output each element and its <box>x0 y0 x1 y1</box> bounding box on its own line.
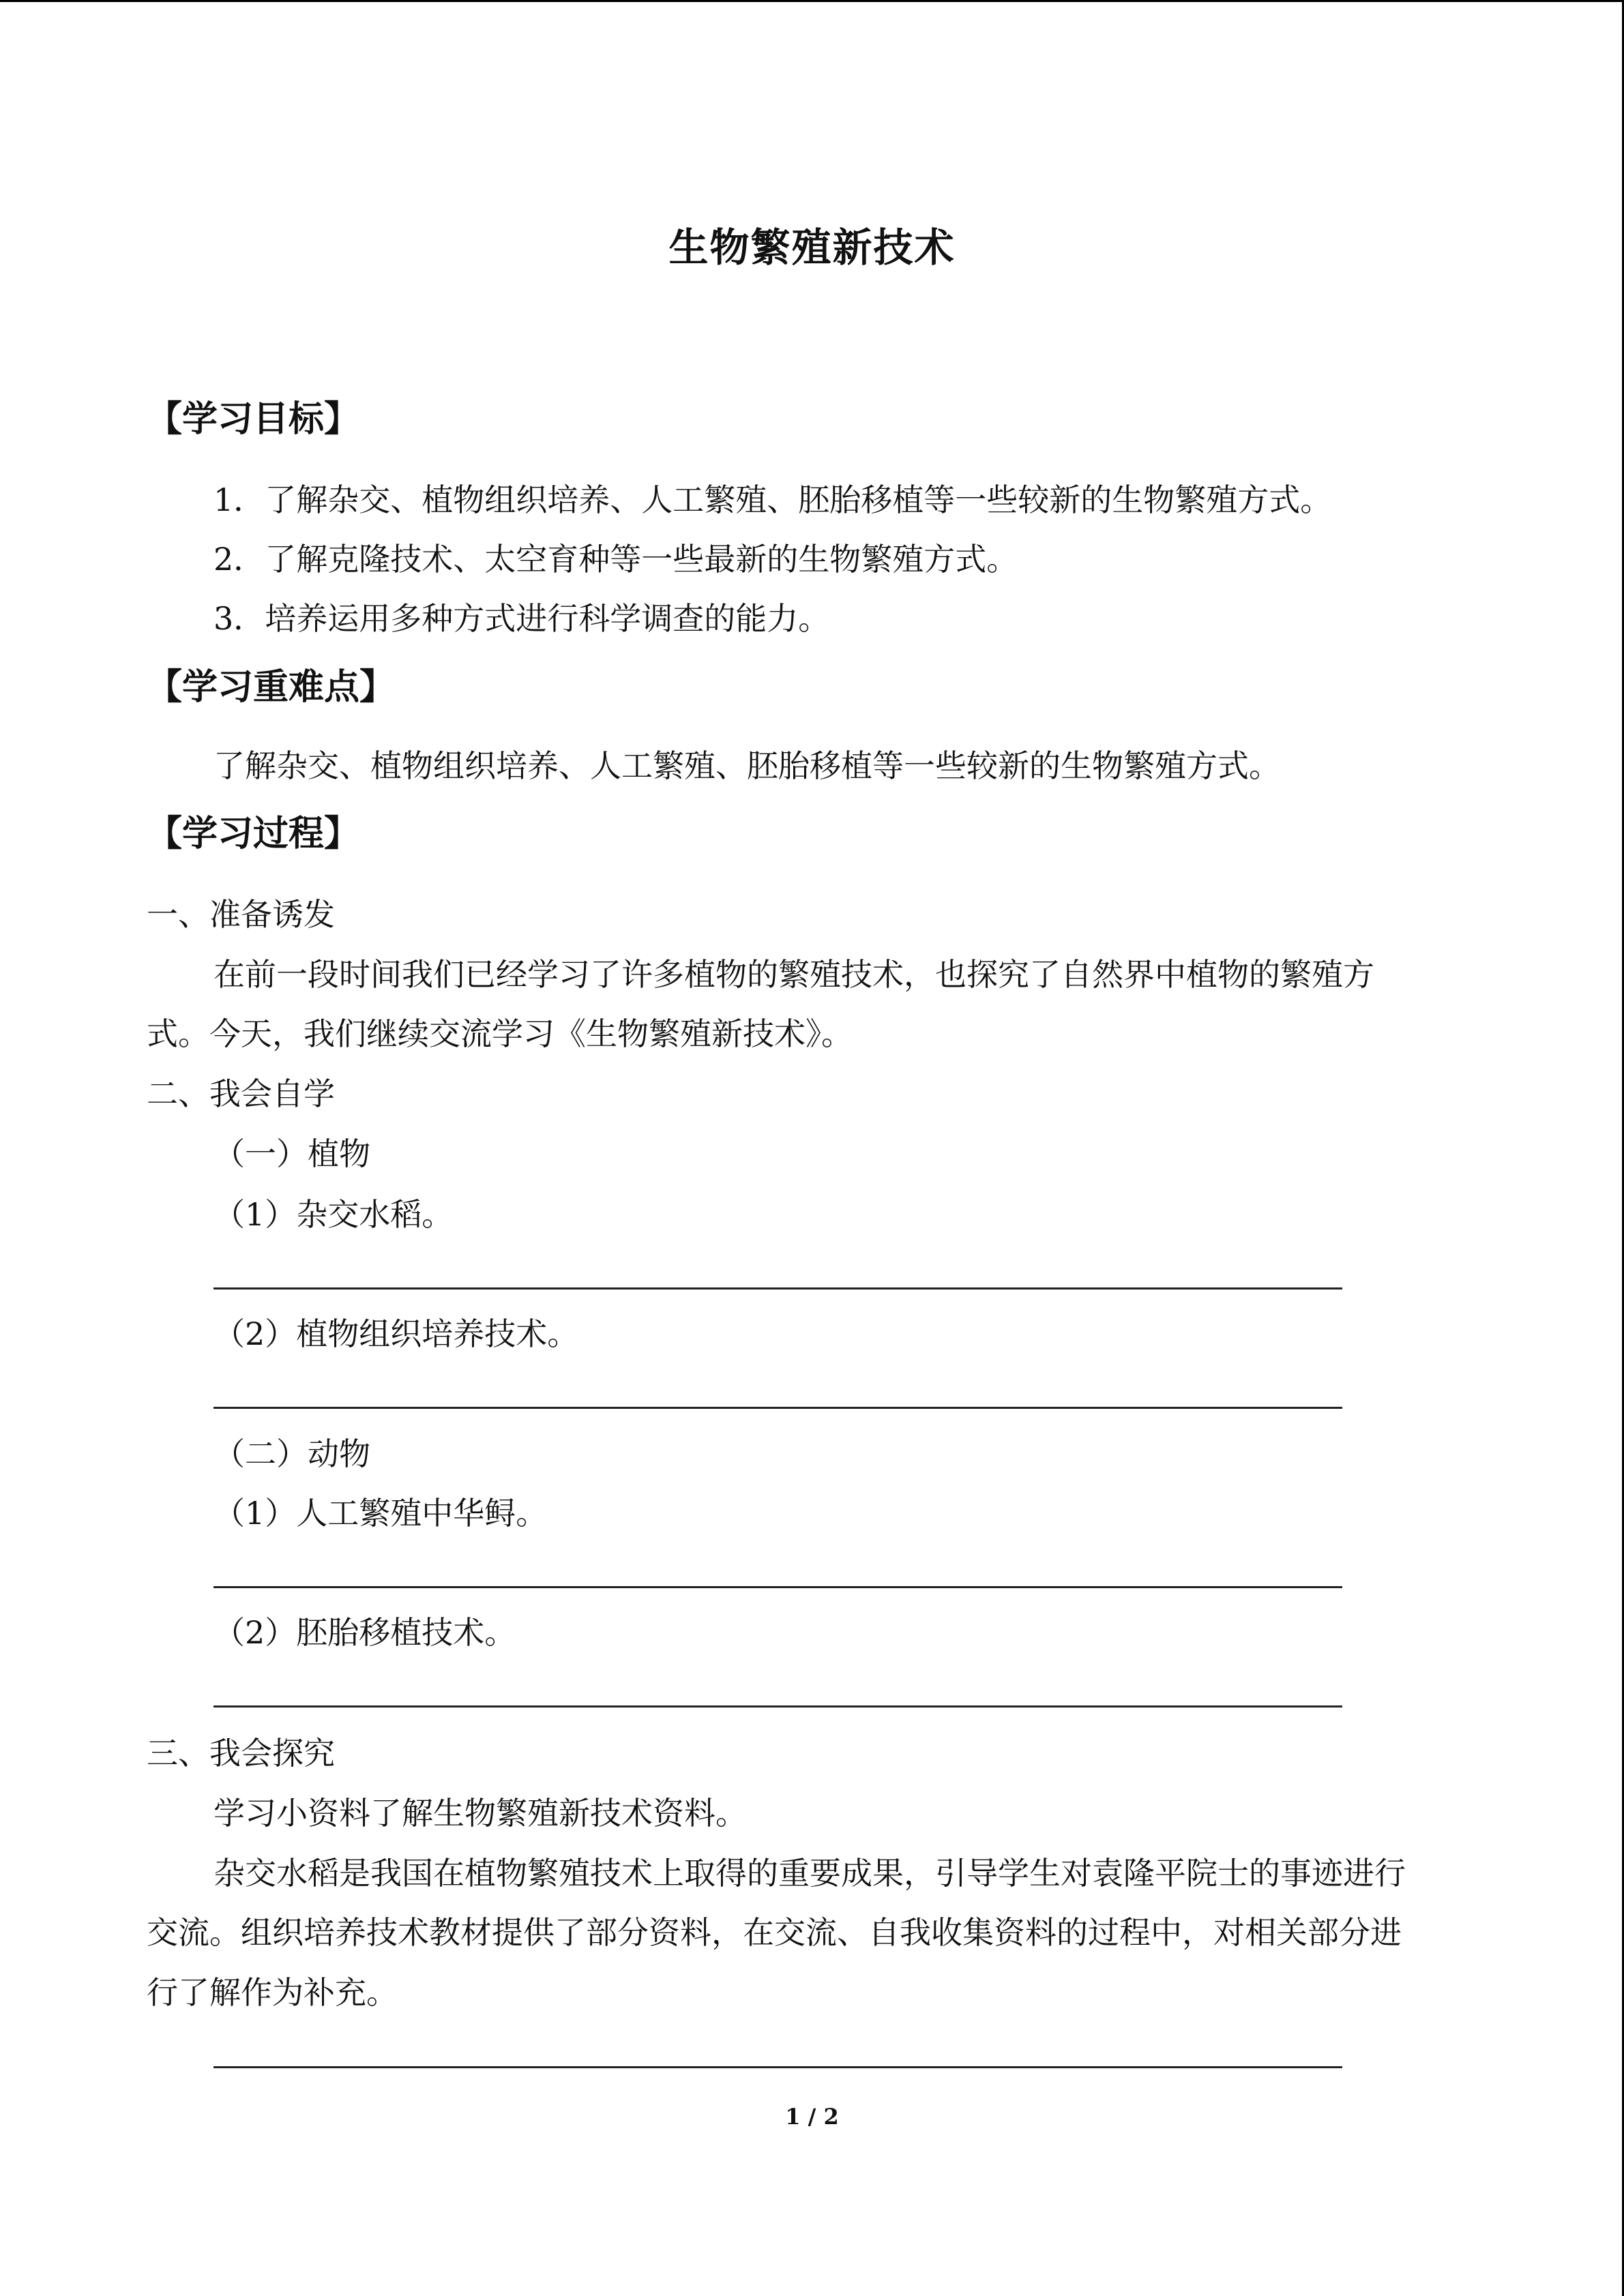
page-title: 生物繁殖新技术 <box>668 224 956 271</box>
subsection-label-plants: （一）植物 <box>213 1135 370 1172</box>
objective-item: 1．了解杂交、植物组织培养、人工繁殖、胚胎移植等一些较新的生物繁殖方式。 <box>213 481 1332 518</box>
objective-item: 2．了解克隆技术、太空育种等一些最新的生物繁殖方式。 <box>213 541 1018 578</box>
section-label-prepare: 一、准备诱发 <box>147 896 335 933</box>
section-label-self-study: 二、我会自学 <box>147 1075 335 1112</box>
key-points-heading: 【学习重难点】 <box>147 667 396 708</box>
section-label-explore: 三、我会探究 <box>147 1735 335 1772</box>
question-label: （1）人工繁殖中华鲟。 <box>213 1495 548 1532</box>
answer-blank-line <box>213 1586 1342 1588</box>
answer-blank-line <box>213 2066 1342 2068</box>
question-label: （1）杂交水稻。 <box>213 1196 454 1233</box>
explore-paragraph-line: 交流。组织培养技术教材提供了部分资料，在交流、自我收集资料的过程中，对相关部分进 <box>147 1914 1402 1951</box>
page-number: 1 / 2 <box>785 2104 839 2130</box>
answer-blank-line <box>213 1705 1342 1708</box>
process-heading: 【学习过程】 <box>147 814 360 854</box>
prepare-paragraph-line: 式。今天，我们继续交流学习《生物繁殖新技术》。 <box>147 1015 853 1052</box>
question-label: （2）胚胎移植技术。 <box>213 1614 516 1651</box>
explore-intro: 学习小资料了解生物繁殖新技术资料。 <box>213 1795 747 1832</box>
prepare-paragraph-line: 在前一段时间我们已经学习了许多植物的繁殖技术，也探究了自然界中植物的繁殖方 <box>213 956 1374 993</box>
objectives-heading: 【学习目标】 <box>147 399 360 440</box>
key-points-text: 了解杂交、植物组织培养、人工繁殖、胚胎移植等一些较新的生物繁殖方式。 <box>213 747 1280 784</box>
explore-paragraph-line: 行了解作为补充。 <box>147 1974 398 2011</box>
question-label: （2）植物组织培养技术。 <box>213 1315 579 1352</box>
objective-item: 3．培养运用多种方式进行科学调查的能力。 <box>213 600 830 637</box>
answer-blank-line <box>213 1287 1342 1289</box>
answer-blank-line <box>213 1407 1342 1409</box>
explore-paragraph-line: 杂交水稻是我国在植物繁殖技术上取得的重要成果，引导学生对袁隆平院士的事迹进行 <box>213 1855 1406 1892</box>
subsection-label-animals: （二）动物 <box>213 1435 370 1472</box>
